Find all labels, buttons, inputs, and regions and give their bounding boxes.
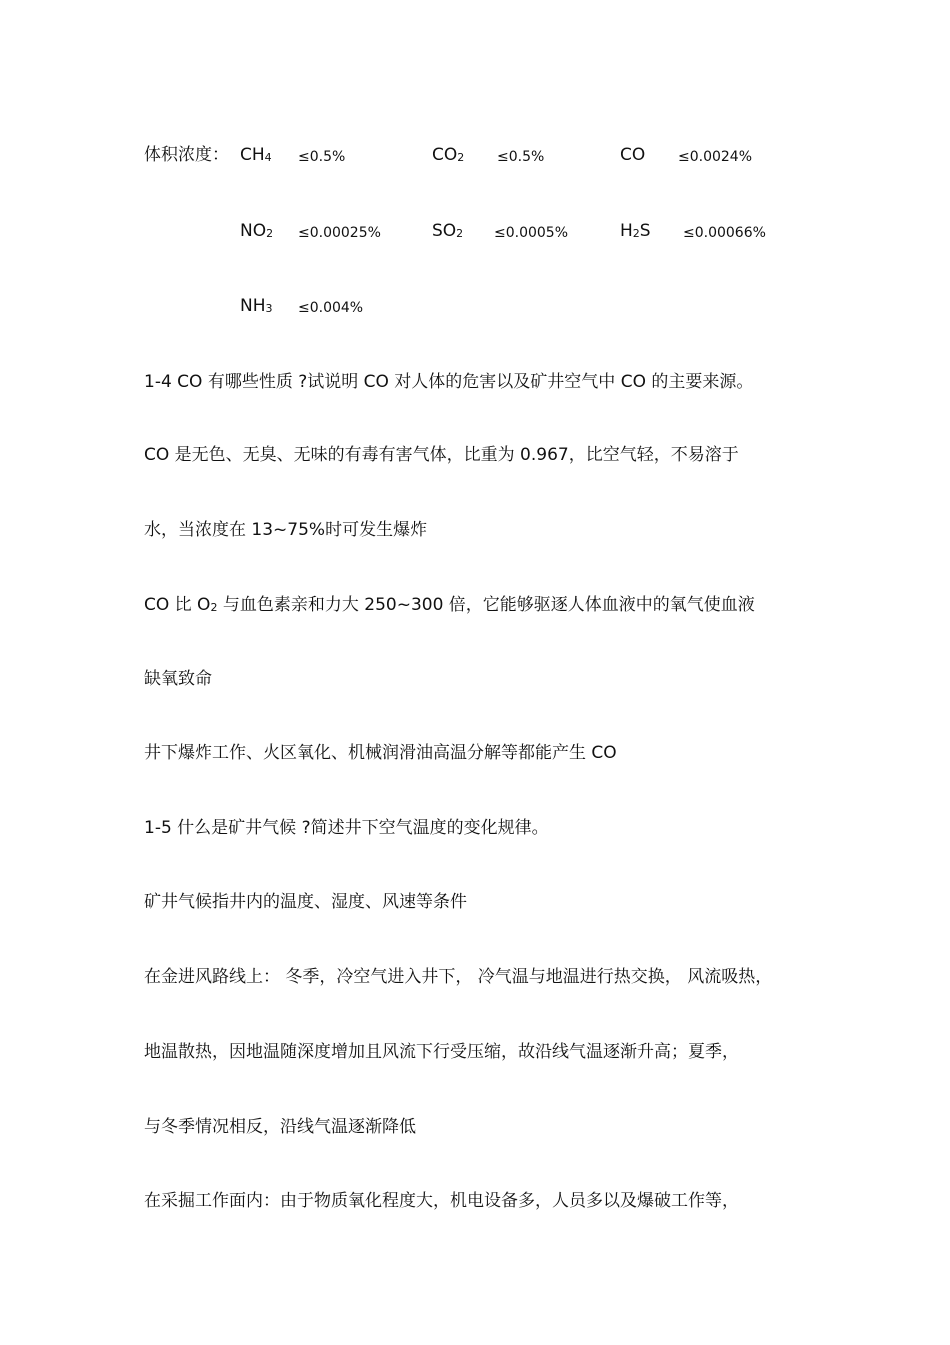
gas-name-co2: CO2 [432,145,465,165]
gas-limit-h2s: ≤0.00066% [683,225,766,241]
gas-limit-no2: ≤0.00025% [298,225,381,241]
answer-1-4-line-3: CO 比 O2 与血色素亲和力大 250~300 倍，它能够驱逐人体血液中的氧气使血液 [144,595,755,615]
answer-1-4-line-5: 井下爆炸工作、火区氧化、机械润滑油高温分解等都能产生 CO [144,743,617,763]
answer-1-5-line-4: 与冬季情况相反，沿线气温逐渐降低 [144,1117,416,1137]
gas-name-no2: NO2 [240,221,274,241]
answer-1-5-line-2: 在金进风路线上： 冬季，冷空气进入井下， 冷气温与地温进行热交换， 风流吸热， [144,967,773,987]
gas-limit-co: ≤0.0024% [678,149,753,165]
gas-name-ch4: CH4 [240,145,272,165]
gas-limit-co2: ≤0.5% [497,149,545,165]
gas-limit-so2: ≤0.0005% [494,225,569,241]
concentration-label: 体积浓度： [144,145,229,165]
gas-name-co: CO [620,145,646,165]
answer-1-4-line-4: 缺氧致命 [144,669,212,689]
gas-name-so2: SO2 [432,221,464,241]
question-1-4: 1-4 CO 有哪些性质 ?试说明 CO 对人体的危害以及矿井空气中 CO 的主要来源。 [144,372,754,392]
gas-limit-nh3: ≤0.004% [298,300,364,316]
answer-1-5-line-1: 矿井气候指井内的温度、湿度、风速等条件 [144,892,467,912]
question-1-5: 1-5 什么是矿井气候 ?简述井下空气温度的变化规律。 [144,818,549,838]
gas-name-nh3: NH3 [240,296,273,316]
answer-1-5-line-5: 在采掘工作面内：由于物质氧化程度大，机电设备多，人员多以及爆破工作等， [144,1191,739,1211]
gas-limit-ch4: ≤0.5% [298,149,346,165]
answer-1-5-line-3: 地温散热，因地温随深度增加且风流下行受压缩，故沿线气温逐渐升高；夏季， [144,1042,739,1062]
gas-name-h2s: H2S [620,221,651,241]
answer-1-4-line-1: CO 是无色、无臭、无味的有毒有害气体，比重为 0.967，比空气轻，不易溶于 [144,445,739,465]
answer-1-4-line-2: 水，当浓度在 13~75%时可发生爆炸 [144,520,428,540]
